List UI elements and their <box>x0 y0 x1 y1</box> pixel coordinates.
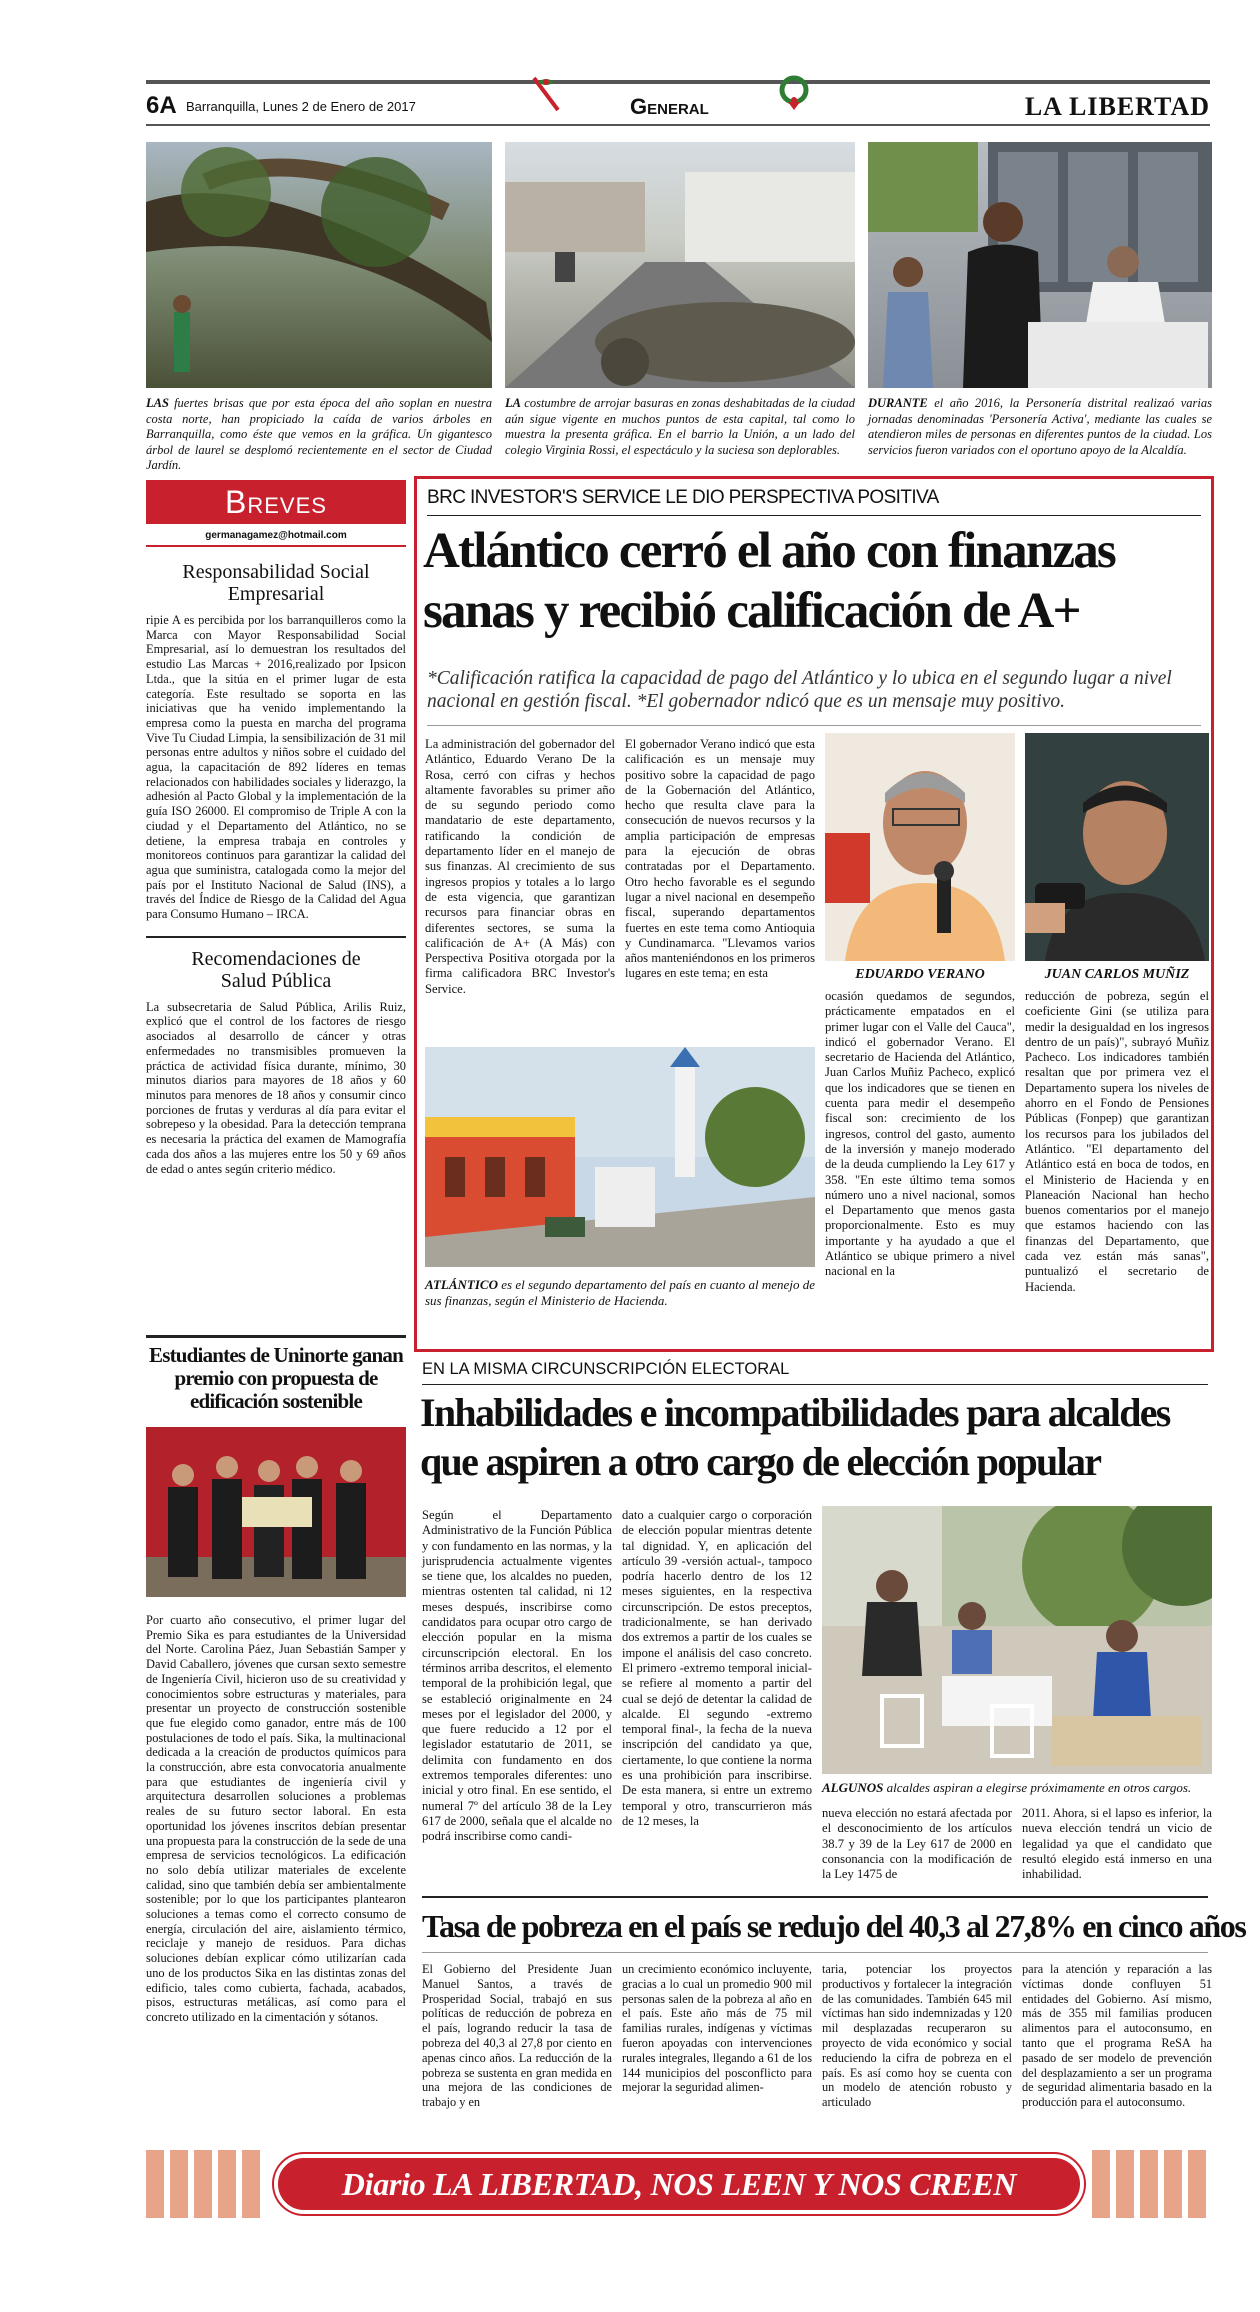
section-name: General <box>630 94 709 119</box>
portrait-name-muniz: JUAN CARLOS MUÑIZ <box>1044 967 1190 982</box>
caption-lead: LAS <box>146 396 169 410</box>
third-body-col-d: para la atención y reparación a las víctimas donde confluyen 51 entidades del Gobierno. Así mismo, más de 355 mil familias producen alimentos para el autoconsumo, en tanto que el programa ReSA ha pasado de ser modelo de prevención del desplazamiento a ser un programa de seguridad alimentaria basado en la producción para el autoconsumo. <box>1022 1962 1212 2110</box>
footer-banner <box>146 2150 1212 2218</box>
photo-caption-1: LAS fuertes brisas que por esta época del año soplan en nuestra costa norte, han propiciado la caída de varios árboles en Barranquilla, como éste que vemos en la gráfica. Un gigantesco árbol de laurel se desplomó recientemente en el sector de Ciudad Jardín. <box>146 396 493 472</box>
voting-photo-caption: ALGUNOS alcaldes aspiran a elegirse próximamente en otros cargos. <box>822 1780 1192 1795</box>
eduardo-verano-portrait <box>825 733 1015 961</box>
main-headline: Atlántico cerró el año con finanzas sanas y recibió calificación de A+ <box>423 523 1115 639</box>
breve-body: La subsecretaria de Salud Pública, Arilis Ruiz, explicó que el control de los factores de riesgo asociados al desarrollo de cáncer y otras enfermedades no transmisibles promueven la práctica de actividad física durante, mínimo, 30 minutos diarios para mayores de 18 años y 60 minutos para menores de 18 años y consumir cinco porciones de frutas y verduras al día para evitar el sobrepeso y la obesidad. Para la detección temprana es necesaria la práctica del examen de Mamografía cada dos años a las mujeres entre los 50 y 69 años de edad o antes según criterio médico. <box>146 999 406 1176</box>
atlantico-photo-caption: ATLÁNTICO es el segundo departamento del país en cuanto al menejo de sus finanzas, según el Ministerio de Hacienda. <box>425 1277 815 1308</box>
paper-name: LA LIBERTAD <box>1024 92 1210 121</box>
second-kicker-rule <box>422 1384 1208 1385</box>
breve-title: Responsabilidad Social Empresarial <box>182 561 370 605</box>
masthead <box>146 80 1210 130</box>
third-headline-rule <box>422 1952 1208 1953</box>
third-body-col-a: El Gobierno del Presidente Juan Manuel Santos, a través de Prosperidad Social, trabajó en sus políticas de reducción de pobreza en el país, logrando reducir la tasa de pobreza del 40,3 al 27,8 por ciento en apenas cinco años. La reducción de la pobreza se sustenta en gran medida en una mejora de las condiciones de trabajo y en <box>422 1962 612 2110</box>
holly-right-icon <box>774 74 814 114</box>
third-story <box>418 1896 1246 2136</box>
breve-divider <box>146 936 406 938</box>
main-body-col-a: La administración del gobernador del Atlántico, Eduardo Verano De la Rosa, cerró con cifras y hechos altamente favorables su primer año de su segundo periodo como mandatario de este departamento, ratificando la condición de departamento líder en el manejo de sus finanzas. Al crecimiento de sus ingresos propios y totales a lo largo de esta vigencia, que garantizan recursos para financiar obras en diferentes sectores, se suma la calificación de A+ (A Más) con Perspectiva Positiva otorgada por la firma calificadora BRC Investor's Service. <box>425 737 615 996</box>
second-kicker: EN LA MISMA CIRCUNSCRIPCIÓN ELECTORAL <box>422 1360 790 1378</box>
third-top-rule <box>422 1896 1208 1898</box>
footer-slogan-pill <box>274 2154 1084 2214</box>
main-body-col-d: reducción de pobreza, según el coeficiente Gini (se utiliza para medir la desigualdad en los ingresos dentro de un país)", subrayó Muñiz Pacheco. Los indicadores también resaltan que por primera vez el Departamento supera los niveles de ahorro en el Fondo de Pensiones Públicas (Fonpep) que garantizan los recursos para los jubilados del Atlántico. "El departamento del Atlántico está en boca de todos, en el Ministerio de Hacienda y en Planeación Nacional han hecho buenos comentarios por el manejo que estamos haciendo con las finanzas del Departamento, que cada vez están más sanas", puntualizó el secretario de Hacienda. <box>1025 989 1209 1294</box>
breve-body: ripie A es percibida por los barranquilleros como la Marca con Mayor Responsabilidad Social Empresarial, así lo demuestran los resultados del estudio Las Marcas + 2016,realizado por Ipsicon Ltda., que la sitúa en el primer lugar de esta categoría. Este resultado se soporta en las iniciativas que ha venido implementando la empresa como la puesta en marcha del programa Vive Tu Ciudad Limpia, la sensibilización de 31 mil personas entre adultos y niños sobre el cuidado del agua, la capacitación de 892 líderes en temas relacionados con habilidades sociales y liderazgo, la adhesión al Pacto Global y la implementación de la guía ISO 26000. El compromiso de Triple A con la ciudad y el Departamento del Atlántico, no se detiene, la empresa trabaja en controles y monitoreos continuos para garantizar la calidad del agua que suministra, catalogada como la mejor del país por el Instituto Nacional de Salud (INS), a través del Índice de Riesgo de la Calidad del Agua para Consumo Humano – IRCA. <box>146 613 406 922</box>
personeria-photo <box>868 142 1212 388</box>
breves-header <box>146 480 406 524</box>
caption-lead: DURANTE <box>868 396 928 410</box>
masthead-rule-top <box>146 80 1210 84</box>
second-body-col-d: 2011. Ahora, si el lapso es inferior, la nueva elección tendrá un vicio de legalidad ya que el candidato que resultó elegido está inmerso en una inhabilidad. <box>1022 1806 1212 1882</box>
holly-left-icon <box>526 74 566 114</box>
uninorte-award-photo <box>146 1427 406 1597</box>
footer-stripes-left <box>146 2150 266 2218</box>
main-story-box <box>414 476 1214 1352</box>
third-body-col-c: taria, potenciar los proyectos productivos y fortalecer la integración de las comunidades. También 645 mil víctimas han sido indemnizadas y 120 mil desplazadas recuperaron su proyecto de vida económico y social reduciendo la cifra de pobreza en el país. Es así como hoy se cuenta con un modelo de atención robusto y articulado <box>822 1962 1012 2110</box>
masthead-rule-bottom <box>146 124 1210 126</box>
second-story <box>418 1360 1246 1960</box>
main-body-col-b: El gobernador Verano indicó que esta calificación es un mensaje muy positivo sobre la capacidad de pago de la Gobernación del Atlántico, hecho que resulta clave para la consecución de nuevos recursos y la amplia participación de empresas para la ejecución de obras contratadas por el Departamento. Otro hecho favorable es el segundo lugar a nivel nacional en desempeño fiscal, superando departamentos fuertes en este tema como Antioquia y Cundinamarca. "Llevamos varios años manteniéndonos en los primeros lugares en este tema; en esta <box>625 737 815 981</box>
portrait-name-verano: EDUARDO VERANO <box>855 967 985 982</box>
main-body-rule <box>427 725 1201 726</box>
photo-caption-2: LA costumbre de arrojar basuras en zonas deshabitadas de la ciudad aún sigue vigente en muchos puntos de esta capital, tal como lo muestra la presenta gráfica. En el barrio la Unión, a un lado del colegio Virginia Rossi, el espectáculo y la suciesa son deplorables. <box>505 396 856 457</box>
second-body-col-c: nueva elección no estará afectada por el desconocimiento de los artículos 38.7 y 39 de la Ley 617 de 2000 en consonancia con la modificación de la Ley 1475 de <box>822 1806 1012 1882</box>
uninorte-headline: Estudiantes de Uninorte ganan premio con propuesta de edificación sostenible <box>149 1343 403 1413</box>
page-number: 6A <box>146 92 177 119</box>
atlantico-town-photo <box>425 1047 815 1267</box>
main-kicker-rule <box>427 515 1201 516</box>
second-headline: Inhabilidades e incompatibilidades para alcaldes que aspiren a otro cargo de elección popular <box>420 1390 1170 1484</box>
fallen-tree-photo <box>146 142 492 388</box>
dateline: Barranquilla, Lunes 2 de Enero de 2017 <box>186 99 416 114</box>
caption-lead: LA <box>505 396 521 410</box>
third-body-col-b: un crecimiento económico incluyente, gracias a lo cual un promedio 900 mil personas salen de la pobreza al año en el país. Este año más de 75 mil familias rurales, indígenas y víctimas fueron apoyadas con intervenciones rurales integrales, llegando a 61 de los 144 municipios del posconflicto para mejorar la seguridad alimen- <box>622 1962 812 2095</box>
breve-title: Recomendaciones de Salud Pública <box>191 947 361 992</box>
uninorte-story <box>146 1335 406 2025</box>
voting-photo <box>822 1506 1212 1774</box>
breves-title: Breves <box>225 484 327 520</box>
breves-sidebar <box>146 480 406 1176</box>
garbage-street-photo <box>505 142 855 388</box>
breves-email: germanagamez@hotmail.com <box>146 530 406 547</box>
uninorte-body: Por cuarto año consecutivo, el primer lugar del Premio Sika es para estudiantes de la Universidad del Norte. Carolina Páez, Juan Sebastián Samper y David Caballero, jóvenes que cursan sexto semestre de Ingeniería Civil, hicieron uso de su creatividad y conocimientos sobre estructuras y materiales, para presentar un proyecto de construcción sostenible que fue elegido como ganador, entre más de 100 postulaciones de todo el país. Sika, la multinacional dedicada a la creación de productos químicos para la construcción, abre esta convocatoria anualmente para que estudiantes de ingeniería civil y arquitectura desarrollen soluciones a problemas reales de su futuro sector laboral. En esta oportunidad los jóvenes inscritos debían presentar una propuesta para la construcción de la sede de una empresa de servicios tecnológicos. La edificación no solo debía utilizar materiales de excelente calidad, sino que también debía ser ambientalmente sostenible; por lo que los participantes plantearon soluciones a temas como el correcto consumo de energía, circulación del aire, aislamiento térmico, reciclaje y manejo de residuos. Para dichas soluciones debían explicar cómo utilizarían cada uno de los productos Sika en las distintas zonas del edificio, tales como cubierta, fachada, acabados, pisos, estructuras metálicas, así como para el concreto utilizado en la cimentación y sótanos. <box>146 1613 406 2024</box>
uninorte-top-rule <box>146 1335 406 1338</box>
third-headline: Tasa de pobreza en el país se redujo del 40,3 al 27,8% en cinco años <box>422 1908 1246 1944</box>
second-body-col-b: dato a cualquier cargo o corporación de elección popular mientras detente tal dignidad. Y, en aplicación del artículo 39 -versión actual-, tampoco podría hacerlo dentro de los 12 meses siguientes, en la respectiva circunscripción. De estos preceptos, tradicionalmente, se han derivado dos extremos a partir de los cuales se impone el análisis del caso concreto. El primero -extremo temporal inicial- se refiere al momento a partir del cual se dejó de detentar la calidad de alcalde. El segundo -extremo temporal final-, la fecha de la nueva inscripción del candidato ya que, ciertamente, lo que contiene la norma es una prohibición para inscribirse. De esta manera, si entre un extremo temporal y otro, transcurrieron más de 12 meses, la <box>622 1508 812 1828</box>
juan-carlos-muniz-portrait <box>1025 733 1209 961</box>
main-body-col-c: ocasión quedamos de segundos, prácticamente empatados en el primer lugar con el Valle del Cauca", indicó el gobernador Verano. El secretario de Hacienda del Atlántico, Juan Carlos Muñiz Pacheco, explicó que los indicadores que se tienen en cuenta para medir el desempeño fiscal son: crecimiento de los ingresos, control del gasto, aumento de la inversión y manejo moderado de la deuda cumpliendo la Ley 617 y 358. "En este último tema somos número uno a nivel nacional, somos el Departamento que menos gasta proporcionalmente. Esto es muy importante y ha ayudado a que el Atlántico se ubique primero a nivel nacional en la <box>825 989 1015 1279</box>
main-kicker: BRC INVESTOR'S SERVICE LE DIO PERSPECTIVA POSITIVA <box>427 487 939 508</box>
main-deck: *Calificación ratifica la capacidad de pago del Atlántico y lo ubica en el segundo lugar a nivel nacional en gestión fiscal. *El gobernador ndicó que es un mensaje muy positivo. <box>427 668 1172 712</box>
footer-stripes-right <box>1092 2150 1212 2218</box>
footer-slogan: Diario LA LIBERTAD, NOS LEEN Y NOS CREEN <box>341 2166 1017 2202</box>
photo-caption-3: DURANTE el año 2016, la Personería distrital realizaó varias jornadas denominadas 'Personería Activa', mediante las cuales se atendieron miles de personas en diferentes puntos de la ciudad. Los servicios fueron variados con el oportuno apoyo de la Alcaldía. <box>868 396 1212 457</box>
second-body-col-a: Según el Departamento Administrativo de la Función Pública y con fundamento en las normas, y la jurisprudencia actualmente vigentes se tiene que, los alcaldes no pueden, mientras ostenten tal calidad, ni 12 meses después, inscribirse como candidatos para ocupar otro cargo de elección popular en la misma circunscripción electoral. En los términos arriba descritos, el elemento temporal de la prohibición legal, que se estableció originalmente en 24 meses por el legislador del 2000, y que fuere reducido a 12 por el legislador estatutario de 2011, se delimita con fundamento en dos extremos temporales diferentes: uno inicial y otro final. En ese sentido, el numeral 7º del artículo 38 de la Ley 617 de 2000, señala que el alcalde no podrá inscribirse como candi- <box>422 1508 612 1844</box>
